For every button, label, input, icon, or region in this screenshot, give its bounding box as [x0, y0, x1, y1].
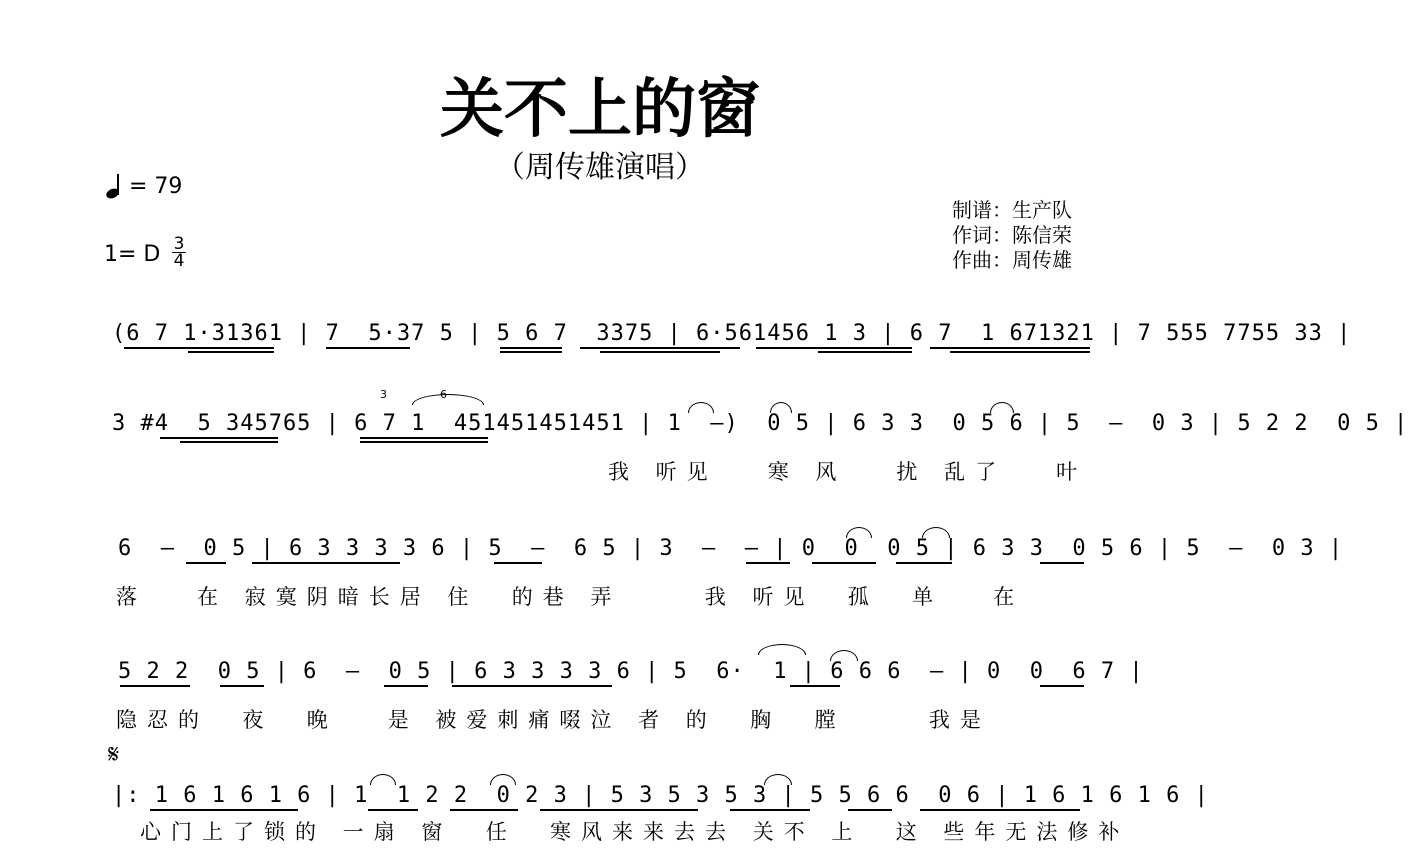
- lyrics-line: 隐忍的 夜 晚 是 被爱刺痛啜泣 者 的 胸 膛 我是: [116, 708, 991, 732]
- lyrics-line: 心门上了锁的 一扇 窗 任 寒风来来去去 关不 上 这 些年无法修补: [140, 820, 1130, 844]
- song-title: 关不上的窗: [440, 73, 760, 147]
- tempo-value: = 79: [129, 174, 183, 199]
- key-signature: 1= D: [104, 242, 161, 267]
- credit-arranger: 制谱：生产队: [952, 198, 1072, 222]
- time-denominator: 4: [173, 251, 185, 271]
- score-row-2: 3 #4 5 345765 | 6 7 1 451451451451 | 1 –) 0 5 | 6 3 3 0 5 6 | 5 – 0 3 | 5 2 2 0 5 | 3 6 我 听见 寒 风 扰 乱了 叶: [112, 388, 1408, 484]
- lyrics-line: 我 听见 寒 风 扰 乱了 叶: [608, 460, 1088, 484]
- score-row-1: [0, 320, 1352, 346]
- song-subtitle: （周传雄演唱）: [495, 150, 705, 185]
- notation-line: (6 7 1·31361 | 7 5·37 5 | 5 6 7 3375 | 6·561456 1 3 | 6 7 1 671321 | 7 555 7755 33 |: [112, 321, 1352, 346]
- notation-line: |: 1 6 1 6 1 6 | 1 1 2 2 0 2 3 | 5 3 5 3 5 3 | 5 5 6 6 0 6 | 1 6 1 6 1 6 |: [112, 783, 1209, 808]
- quarter-note-icon: [104, 172, 122, 202]
- lyrics-line: 落 在 寂寞阴暗长居 住 的巷 弄 我 听见 孤 单 在: [116, 585, 1025, 609]
- notation-line: 3 #4 5 345765 | 6 7 1 451451451451 | 1 –) 0 5 | 6 3 3 0 5 6 | 5 – 0 3 | 5 2 2 0 5 |: [112, 411, 1408, 436]
- notation-line: 6 – 0 5 | 6 3 3 3 3 6 | 5 – 6 5 | 3 – – | 0 0 0 5 | 6 3 3 0 5 6 | 5 – 0 3 |: [118, 536, 1344, 561]
- score-row-5: [0, 782, 1209, 844]
- credit-composer: 作曲：周传雄: [952, 248, 1072, 272]
- score-row-3: [0, 535, 1344, 609]
- tempo-marking: [104, 172, 182, 202]
- notation-line: 5 2 2 0 5 | 6 – 0 5 | 6 3 3 3 3 6 | 5 6· 1 | 6 6 6 – | 0 0 6 7 |: [118, 659, 1144, 684]
- credits: [952, 198, 1072, 273]
- score-row-4: [0, 658, 1200, 732]
- time-numerator: 3: [173, 234, 185, 254]
- segno-icon: 𝄋: [108, 740, 120, 770]
- time-signature: [172, 236, 186, 269]
- credit-lyricist: 作词：陈信荣: [952, 223, 1072, 247]
